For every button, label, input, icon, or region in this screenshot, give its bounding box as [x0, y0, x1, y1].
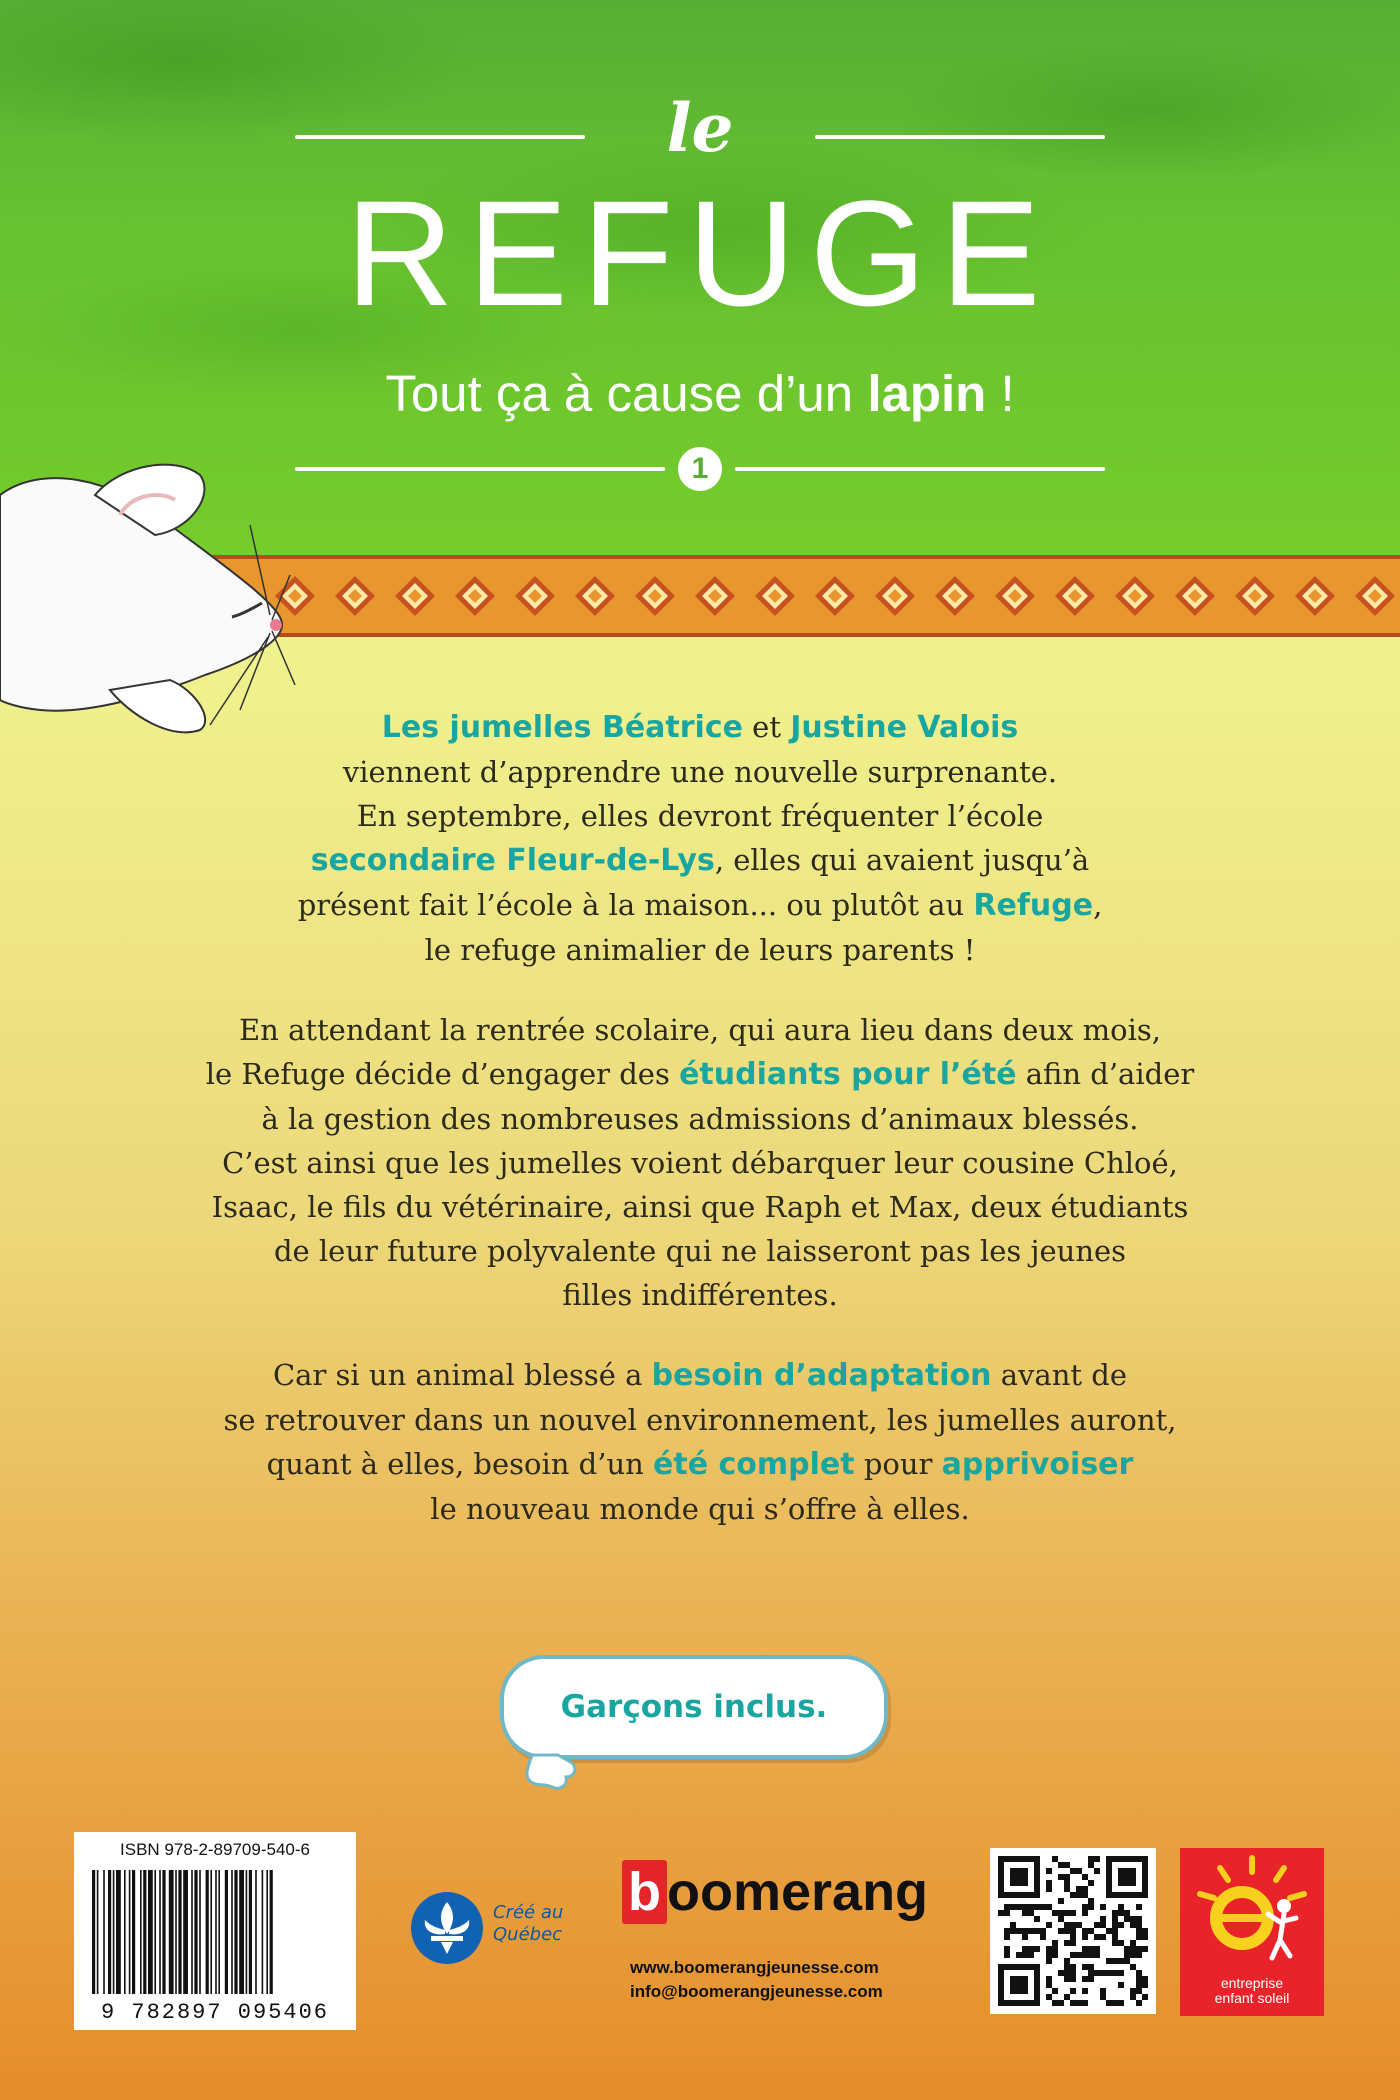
qr-module [1082, 1934, 1088, 1940]
qr-module [1058, 1898, 1064, 1904]
qr-module [1052, 1910, 1058, 1916]
qr-module [1064, 1922, 1070, 1928]
website-link[interactable]: www.boomerangjeunesse.com [630, 1958, 879, 1977]
qr-module [1082, 1946, 1088, 1952]
qr-module [1076, 2000, 1082, 2006]
qr-module [1142, 1982, 1148, 1988]
qr-module [1064, 1964, 1070, 1970]
qr-module [1070, 1988, 1076, 1994]
qr-module [1088, 1946, 1094, 1952]
qr-module [1106, 1970, 1112, 1976]
qr-module [1046, 1958, 1052, 1964]
highlight-text: Les jumelles Béatrice [381, 710, 743, 745]
qr-module [1112, 1910, 1118, 1916]
qr-module [1046, 1982, 1052, 1988]
qr-module [1064, 1880, 1070, 1886]
barcode-bar [255, 1870, 257, 1994]
divider-line [295, 467, 665, 471]
qr-module [1130, 1946, 1136, 1952]
qr-module [1130, 1994, 1136, 2000]
barcode-bar [108, 1870, 111, 1994]
blurb-paragraph-1 [120, 705, 1280, 972]
barcode-bar [262, 1870, 264, 1994]
qr-module [1070, 1970, 1076, 1976]
volume-number: 1 [678, 447, 722, 491]
qr-module [1046, 1922, 1052, 1928]
qr-module [1076, 1886, 1082, 1892]
bubble-tail [522, 1751, 592, 1791]
qr-module [1052, 1856, 1058, 1862]
qr-module [1142, 1994, 1148, 2000]
publisher-logo [622, 1860, 928, 1924]
book-title: REFUGE [345, 169, 1055, 337]
qr-module [1100, 1934, 1106, 1940]
qr-module [1070, 1976, 1076, 1982]
qr-module [1124, 1958, 1130, 1964]
book-subtitle [0, 365, 1400, 422]
highlight-text: Refuge [973, 888, 1094, 923]
barcode-bar [169, 1870, 174, 1994]
qr-module [1100, 1970, 1106, 1976]
barcode [74, 1832, 356, 2030]
body-text: le nouveau monde qui s’offre à elles. [430, 1492, 970, 1526]
barcode-bar [97, 1870, 99, 1994]
qr-module [1064, 1928, 1070, 1934]
body-text: viennent d’apprendre une nouvelle surprenante. [342, 755, 1058, 789]
barcode-bar [191, 1870, 193, 1994]
highlight-text: Justine Valois [790, 710, 1019, 745]
qr-module [1106, 1958, 1112, 1964]
body-text: En attendant la rentrée scolaire, qui aura lieu dans deux mois, [239, 1013, 1161, 1047]
highlight-text: besoin d’adaptation [651, 1358, 992, 1393]
qr-module [1088, 1928, 1094, 1934]
body-text: de leur future polyvalente qui ne laisseront pas les jeunes [273, 1234, 1127, 1268]
qr-module [1082, 1964, 1088, 1970]
qr-module [1070, 1910, 1076, 1916]
qr-module [1058, 2000, 1064, 2006]
qr-module [1058, 1910, 1064, 1916]
barcode-bar [218, 1870, 220, 1994]
qr-module [1034, 1928, 1040, 1934]
qr-module [1094, 1952, 1100, 1958]
qr-module [1118, 1910, 1124, 1916]
barcode-bar [159, 1870, 161, 1994]
barcode-bar [234, 1870, 237, 1994]
qr-module [1028, 1928, 1034, 1934]
qr-module [1082, 1928, 1088, 1934]
barcode-bar [124, 1870, 126, 1994]
qr-module [1118, 1922, 1124, 1928]
barcode-bar [116, 1870, 121, 1994]
qr-module [1046, 1946, 1052, 1952]
qr-module [1094, 1856, 1100, 1862]
body-text: et [742, 710, 791, 744]
qr-module [1130, 1952, 1136, 1958]
qr-module [1076, 1892, 1082, 1898]
qr-module [1046, 1976, 1052, 1982]
qr-module [1094, 1970, 1100, 1976]
qr-module [1064, 1862, 1070, 1868]
qr-module [1040, 1934, 1046, 1940]
qr-module [1112, 1940, 1118, 1946]
qr-code-icon[interactable] [990, 1848, 1156, 2014]
qr-module [1136, 1934, 1142, 1940]
barcode-bar [231, 1870, 233, 1994]
qr-module [1106, 1928, 1112, 1934]
qr-module [1136, 2000, 1142, 2006]
barcode-bar [140, 1870, 142, 1994]
qr-module [1022, 1904, 1028, 1910]
qr-module [1046, 1886, 1052, 1892]
qr-module [1082, 1976, 1088, 1982]
body-text: quant à elles, besoin d’un [266, 1447, 654, 1481]
qr-module [1112, 1922, 1118, 1928]
barcode-bar [266, 1870, 268, 1994]
qr-module [1112, 2000, 1118, 2006]
qr-module [1100, 1904, 1106, 1910]
qr-module [1064, 1886, 1070, 1892]
barcode-bar [210, 1870, 212, 1994]
barcode-bar [270, 1870, 273, 1994]
qr-module [1070, 1934, 1076, 1940]
qr-module [1118, 1868, 1136, 1886]
qr-module [1088, 1904, 1094, 1910]
qr-module [1064, 1994, 1070, 2000]
barcode-bar [225, 1870, 228, 1994]
qr-module [1034, 1904, 1040, 1910]
qr-module [1118, 1940, 1124, 1946]
body-text: avant de [991, 1358, 1127, 1392]
qr-module [1022, 1928, 1028, 1934]
qr-module [1070, 1922, 1076, 1928]
qr-module [1016, 1904, 1022, 1910]
qr-module [1100, 1922, 1106, 1928]
qr-module [1118, 2000, 1124, 2006]
body-text: se retrouver dans un nouvel environnement, les jumelles auront, [223, 1403, 1177, 1437]
qr-module [1004, 1952, 1010, 1958]
qr-module [1016, 1952, 1022, 1958]
qr-module [1112, 1970, 1118, 1976]
qr-module [1058, 1928, 1064, 1934]
qr-module [1130, 1988, 1136, 1994]
qr-module [1082, 1904, 1088, 1910]
qr-module [1040, 1904, 1046, 1910]
qr-module [1112, 1916, 1118, 1922]
barcode-bar [215, 1870, 217, 1994]
fleur-de-lis-icon [405, 1890, 489, 1966]
divider-line [735, 467, 1105, 471]
body-text: à la gestion des nombreuses admissions d’animaux blessés. [261, 1102, 1139, 1136]
publisher-block [622, 1860, 962, 2020]
barcode-bar [162, 1870, 165, 1994]
body-text: le Refuge décide d’engager des [205, 1057, 680, 1091]
blurb-paragraph-3 [120, 1353, 1280, 1531]
qr-module [1088, 1976, 1094, 1982]
qr-module [1070, 1940, 1076, 1946]
qr-module [1106, 2000, 1112, 2006]
subtitle-end: ! [986, 365, 1015, 422]
barcode-bars [88, 1870, 342, 1998]
body-text: filles indifférentes. [562, 1278, 838, 1312]
qr-module [1088, 1862, 1094, 1868]
qr-module [1004, 1934, 1010, 1940]
qr-module [1058, 1874, 1064, 1880]
highlight-text: été complet [653, 1447, 855, 1482]
barcode-bar [143, 1870, 146, 1994]
qr-module [1046, 1994, 1052, 2000]
qr-module [1064, 1910, 1070, 1916]
email-link[interactable]: info@boomerangjeunesse.com [630, 1982, 883, 2001]
body-text: En septembre, elles devront fréquenter l’école [356, 799, 1044, 833]
qr-module [1118, 1970, 1124, 1976]
qr-module [1136, 1928, 1142, 1934]
qr-module [1136, 1952, 1142, 1958]
logo-b: b [622, 1860, 667, 1924]
qr-module [1028, 1946, 1034, 1952]
qr-module [1142, 1946, 1148, 1952]
qr-module [1082, 2000, 1088, 2006]
series-prefix: le [666, 89, 734, 167]
qr-module [1136, 1946, 1142, 1952]
qr-module [1076, 1952, 1082, 1958]
qr-module [1136, 1922, 1142, 1928]
qr-module [1076, 1868, 1082, 1874]
body-text: C’est ainsi que les jumelles voient débarquer leur cousine Chloé, [222, 1146, 1178, 1180]
qr-module [1022, 1952, 1028, 1958]
qr-module [1046, 1880, 1052, 1886]
qr-module [1088, 1952, 1094, 1958]
qr-module [1046, 1952, 1052, 1958]
body-text: pour [854, 1447, 942, 1481]
qr-module [1124, 1916, 1130, 1922]
qr-module [1124, 1946, 1130, 1952]
qr-module [1022, 1934, 1028, 1940]
barcode-bar [148, 1870, 153, 1994]
qr-module [1112, 1928, 1118, 1934]
body-text: , elles qui avaient jusqu’à [714, 843, 1090, 877]
qr-module [1088, 1970, 1094, 1976]
qr-module [1052, 1946, 1058, 1952]
barcode-bar [239, 1870, 244, 1994]
barcode-bar [246, 1870, 248, 1994]
qr-module [1118, 1982, 1124, 1988]
highlight-text: étudiants pour l’été [679, 1057, 1017, 1092]
barcode-bar [199, 1870, 201, 1994]
body-text: présent fait l’école à la maison... ou plutôt au [297, 888, 974, 922]
barcode-bar [103, 1870, 105, 1994]
qr-module [1082, 1952, 1088, 1958]
subtitle-bold: lapin [867, 365, 987, 422]
qr-module [1058, 1970, 1064, 1976]
qr-module [1136, 1982, 1142, 1988]
series-prefix-row [295, 89, 1105, 167]
bubble-body [500, 1655, 888, 1759]
qr-module [1130, 1940, 1136, 1946]
sun-child-icon [1180, 1848, 1324, 1968]
qr-module [1142, 1976, 1148, 1982]
qr-module [1100, 1916, 1106, 1922]
qr-module [1052, 1940, 1058, 1946]
barcode-bar [206, 1870, 209, 1994]
qr-code [998, 1856, 1148, 2006]
qr-module [1034, 1946, 1040, 1952]
qr-module [1064, 1940, 1070, 1946]
logo-rest: oomerang [667, 1862, 929, 1922]
qr-module [1010, 1868, 1028, 1886]
quebec-text: Créé au Québec [493, 1902, 564, 1945]
qr-module [1064, 1976, 1070, 1982]
barcode-bar [178, 1870, 181, 1994]
qr-module [1070, 1928, 1076, 1934]
qr-module [1058, 1862, 1064, 1868]
rabbit-illustration [0, 455, 300, 745]
qr-module [1076, 1922, 1082, 1928]
barcode-bar [92, 1870, 95, 1994]
qr-module [1022, 1946, 1028, 1952]
qr-module [1070, 1892, 1076, 1898]
qr-module [1070, 1964, 1076, 1970]
enfant-soleil-badge [1180, 1848, 1324, 2016]
qr-module [1010, 1976, 1028, 1994]
divider-line [815, 135, 1105, 139]
qr-module [1088, 1856, 1094, 1862]
blurb-paragraph-2 [120, 1008, 1280, 1317]
cree-au-quebec-logo [405, 1890, 615, 1970]
qr-module [1082, 1874, 1088, 1880]
speech-bubble [500, 1655, 900, 1795]
qr-module [1130, 1916, 1136, 1922]
qr-module [1088, 1964, 1094, 1970]
qr-module [1136, 1988, 1142, 1994]
qr-module [1124, 1952, 1130, 1958]
body-text: Car si un animal blessé a [272, 1358, 652, 1392]
volume-row [295, 445, 1105, 495]
qr-module [1070, 1868, 1076, 1874]
qr-module [1070, 1952, 1076, 1958]
qr-module [1010, 1928, 1016, 1934]
qr-module [1094, 1922, 1100, 1928]
qr-module [1094, 1946, 1100, 1952]
qr-module [1004, 1904, 1010, 1910]
qr-module [1004, 1928, 1010, 1934]
qr-module [1130, 1964, 1136, 1970]
qr-module [1118, 1904, 1124, 1910]
qr-module [1046, 1868, 1052, 1874]
qr-module [1142, 1928, 1148, 1934]
qr-module [1064, 1970, 1070, 1976]
qr-module [1100, 1988, 1106, 1994]
qr-module [1028, 1910, 1034, 1916]
barcode-bar [132, 1870, 135, 1994]
barcode-bar [194, 1870, 197, 1994]
badge-text: entreprise enfant soleil [1214, 1975, 1290, 2006]
qr-module [1022, 1910, 1028, 1916]
qr-module [1016, 1928, 1022, 1934]
qr-module [1064, 1874, 1070, 1880]
qr-module [1064, 1958, 1070, 1964]
qr-module [1094, 1934, 1100, 1940]
highlight-text: secondaire Fleur-de-Lys [310, 843, 715, 878]
qr-module [1052, 2000, 1058, 2006]
publisher-contact [630, 1956, 883, 2004]
qr-module [1100, 1994, 1106, 2000]
body-text: afin d’aider [1016, 1057, 1195, 1091]
qr-module [1136, 1970, 1142, 1976]
blurb [120, 705, 1280, 1567]
qr-module [1028, 1952, 1034, 1958]
barcode-bar [249, 1870, 252, 1994]
qr-module [1004, 1910, 1010, 1916]
qr-module [1142, 1934, 1148, 1940]
qr-module [1082, 1988, 1088, 1994]
body-text: , [1093, 888, 1103, 922]
qr-module [1136, 1916, 1142, 1922]
isbn-label: ISBN 978-2-89709-540-6 [120, 1840, 310, 1859]
qr-module [1058, 1916, 1064, 1922]
subtitle-text: Tout ça à cause d’un [385, 365, 868, 422]
barcode-bar [113, 1870, 115, 1994]
barcode-bar [183, 1870, 188, 1994]
qr-module [1010, 1922, 1016, 1928]
qr-module [1082, 1886, 1088, 1892]
qr-module [1082, 1892, 1088, 1898]
highlight-text: apprivoiser [941, 1447, 1134, 1482]
bubble-text: Garçons inclus. [560, 1689, 828, 1725]
qr-module [1136, 1904, 1142, 1910]
qr-module [1034, 1916, 1040, 1922]
barcode-number: 9 782897 095406 [100, 2000, 330, 2025]
qr-module [1130, 1922, 1136, 1928]
qr-module [1088, 1898, 1094, 1904]
body-text: Isaac, le fils du vétérinaire, ainsi que Raph et Max, deux étudiants [211, 1190, 1189, 1224]
barcode-bar [154, 1870, 156, 1994]
body-text: le refuge animalier de leurs parents ! [424, 933, 976, 967]
qr-module [1052, 1988, 1058, 1994]
qr-module [1052, 1952, 1058, 1958]
qr-module [1028, 1904, 1034, 1910]
qr-module [1094, 1868, 1100, 1874]
qr-module [1124, 1910, 1130, 1916]
qr-module [1112, 1958, 1118, 1964]
qr-module [1040, 1928, 1046, 1934]
barcode-bar [129, 1870, 131, 1994]
qr-module [1082, 1910, 1088, 1916]
qr-module [1010, 1904, 1016, 1910]
qr-module [1088, 1880, 1094, 1886]
qr-module [1112, 1934, 1118, 1940]
qr-module [1136, 1976, 1142, 1982]
barcode-bar [175, 1870, 177, 1994]
qr-module [1070, 2000, 1076, 2006]
qr-module [1118, 1958, 1124, 1964]
qr-module [1046, 1904, 1052, 1910]
qr-module [1004, 1946, 1010, 1952]
qr-module [998, 1910, 1004, 1916]
